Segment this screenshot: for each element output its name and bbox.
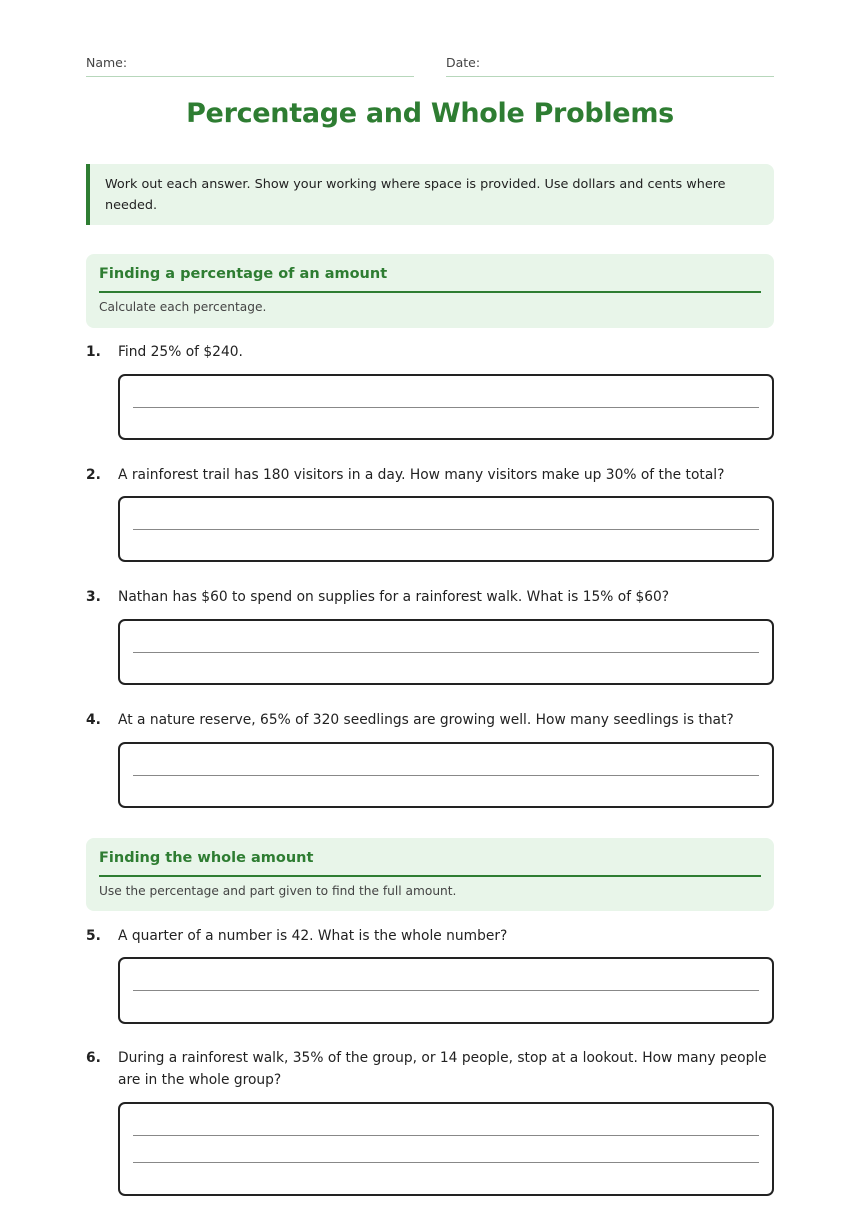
question-text: Find 25% of $240. bbox=[118, 344, 243, 360]
question-number: 4. bbox=[86, 712, 101, 728]
instructions-text: Work out each answer. Show your working where space is provided. Use dollars and cents where needed. bbox=[105, 177, 726, 213]
section-title: Finding the whole amount bbox=[99, 849, 761, 877]
answer-line bbox=[133, 990, 759, 991]
section-subtitle: Calculate each percentage. bbox=[99, 300, 267, 314]
question-text: Nathan has $60 to spend on supplies for a rainforest walk. What is 15% of $60? bbox=[118, 589, 670, 605]
question-text: At a nature reserve, 65% of 320 seedlings are growing well. How many seedlings is that? bbox=[118, 712, 734, 728]
answer-box[interactable] bbox=[118, 619, 774, 685]
answer-box[interactable] bbox=[118, 742, 774, 808]
name-field[interactable] bbox=[86, 52, 414, 77]
answer-box[interactable] bbox=[118, 957, 774, 1024]
name-label: Name: bbox=[86, 55, 128, 70]
answer-line bbox=[133, 1162, 759, 1163]
section-title: Finding a percentage of an amount bbox=[99, 265, 761, 293]
answer-box[interactable] bbox=[118, 1102, 774, 1196]
question-text: A quarter of a number is 42. What is the whole number? bbox=[118, 928, 508, 944]
section-whole-amount bbox=[86, 838, 774, 911]
answer-box[interactable] bbox=[118, 374, 774, 440]
question-number: 3. bbox=[86, 589, 101, 605]
question-number: 1. bbox=[86, 344, 101, 360]
answer-box[interactable] bbox=[118, 496, 774, 562]
answer-line bbox=[133, 529, 759, 530]
question-text: A rainforest trail has 180 visitors in a day. How many visitors make up 30% of the total? bbox=[118, 467, 725, 483]
answer-line bbox=[133, 775, 759, 776]
date-label: Date: bbox=[446, 55, 481, 70]
answer-line bbox=[133, 1135, 759, 1136]
answer-line bbox=[133, 652, 759, 653]
section-percentage-of-amount bbox=[86, 254, 774, 328]
instructions-box bbox=[86, 164, 774, 225]
page-title: Percentage and Whole Problems bbox=[186, 98, 674, 129]
question-text: During a rainforest walk, 35% of the group, or 14 people, stop at a lookout. How many people are in the whole group? bbox=[118, 1050, 767, 1088]
question-number: 6. bbox=[86, 1050, 101, 1066]
question-number: 5. bbox=[86, 928, 101, 944]
question-number: 2. bbox=[86, 467, 101, 483]
section-subtitle: Use the percentage and part given to find the full amount. bbox=[99, 884, 457, 898]
answer-line bbox=[133, 407, 759, 408]
date-field[interactable] bbox=[446, 52, 774, 77]
